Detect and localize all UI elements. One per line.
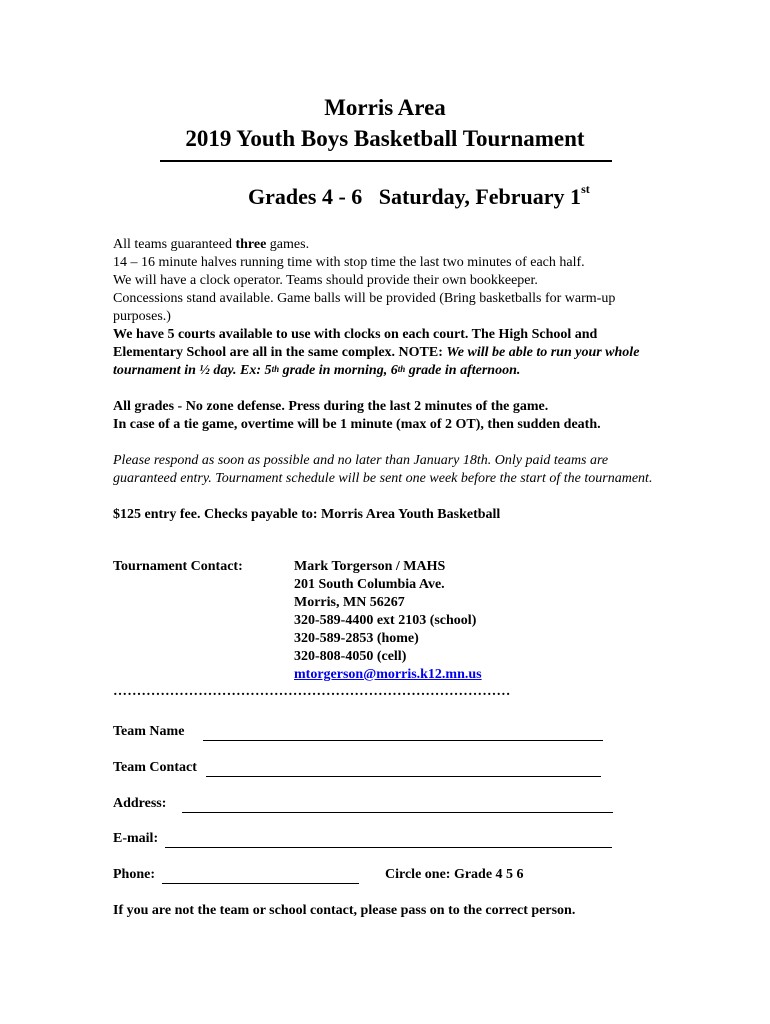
overtime-rule: In case of a tie game, overtime will be 1 minute (max of 2 OT), then sudden death. [113,417,601,432]
contact-label: Tournament Contact: [113,559,243,574]
team-contact-field[interactable] [206,776,601,777]
games-guaranteed [113,236,653,254]
address-field[interactable] [182,812,613,813]
games-count: three [235,237,267,252]
clock-operator-note: We will have a clock operator. Teams should provide their own bookkeeper. [113,273,538,288]
contact-block [294,558,482,684]
team-name-label: Team Name [113,724,185,739]
contact-phone-school: 320-589-4400 ext 2103 (school) [294,613,477,628]
email-label: E-mail: [113,831,159,846]
date-text: Saturday, February 1 [378,184,582,209]
title-line-1: Morris Area [324,95,446,120]
contact-city: Morris, MN 56267 [294,595,405,610]
zone-defense-rule: All grades - No zone defense. Press during the last 2 minutes of the game. [113,399,549,414]
cut-divider: ………………………………………………………………………… [113,684,511,699]
contact-name: Mark Torgerson / MAHS [294,559,446,574]
team-name-field[interactable] [203,740,603,741]
respond-note: Please respond as soon as possible and no later than January 18th. Only paid teams are guaranteed entry. Tournament schedule will be sent one week before the start of the tournament. [113,453,653,486]
date-suffix: st [581,182,590,196]
courts-sup-1: th [271,364,280,374]
courts-italic-3: grade in afternoon. [405,363,521,378]
grade-circle-options[interactable]: Circle one: Grade 4 5 6 [385,867,524,882]
courts-text: We have 5 courts available to use with clocks on each court. The High School and Elementary School are all in the same complex. NOTE: [113,327,598,360]
concessions-note: Concessions stand available. Game balls will be provided (Bring basketballs for warm-up purposes.) [113,291,616,324]
email-field[interactable] [165,847,612,848]
title-line-2: 2019 Youth Boys Basketball Tournament [185,126,585,151]
address-label: Address: [113,796,167,811]
contact-phone-home: 320-589-2853 (home) [294,631,419,646]
halves-rule: 14 – 16 minute halves running time with stop time the last two minutes of each half. [113,255,585,270]
courts-italic-1: We will be able to run your whole tournament in ½ day. Ex: 5 [113,345,640,378]
grades-text: Grades 4 - 6 [248,184,363,209]
games-text-pre: All teams guaranteed [113,237,236,252]
footer-note: If you are not the team or school contact, please pass on to the correct person. [113,903,576,918]
courts-italic-2: grade in morning, 6 [279,363,398,378]
games-text-post: games. [266,237,310,252]
title-underline [160,160,612,162]
contact-phone-cell: 320-808-4050 (cell) [294,649,407,664]
tournament-details [113,236,653,524]
entry-fee: $125 entry fee. Checks payable to: Morris Area Youth Basketball [113,507,501,522]
phone-label: Phone: [113,867,155,882]
courts-sup-2: th [397,364,406,374]
grades-date-line [248,184,590,210]
team-contact-label: Team Contact [113,760,197,775]
contact-email-link[interactable]: mtorgerson@morris.k12.mn.us [294,667,482,682]
phone-field[interactable] [162,883,359,884]
courts-note [113,326,653,380]
contact-street: 201 South Columbia Ave. [294,577,445,592]
